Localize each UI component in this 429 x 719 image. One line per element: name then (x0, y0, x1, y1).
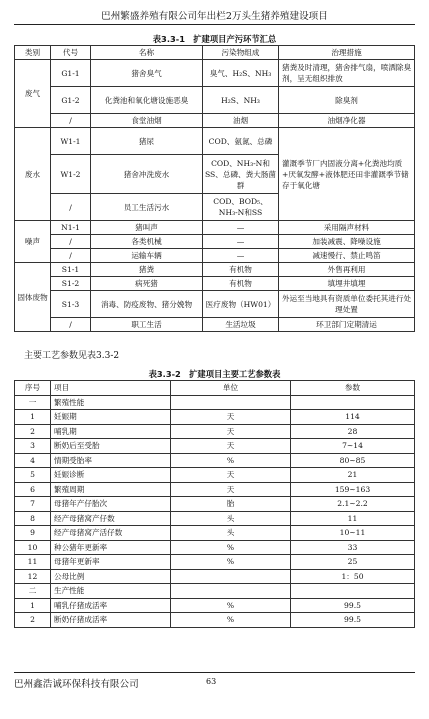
seq-cell: 7 (15, 497, 51, 512)
seq-cell: 1 (15, 598, 51, 613)
table-header-row (15, 381, 415, 396)
unit-cell: % (171, 555, 291, 570)
pollutant-cell: COD、NH₃-N和SS、总磷、粪大肠菌群 (203, 155, 279, 194)
item-cell: 公母比例 (51, 569, 171, 584)
footer-company: 巴州鑫浩诚环保科技有限公司 (14, 679, 139, 690)
name-cell: 化粪池和氧化塘设施恶臭 (91, 87, 203, 114)
document-page (14, 4, 415, 628)
code-cell: S1-1 (51, 263, 91, 277)
table-row (15, 526, 415, 541)
table-row (15, 221, 415, 235)
column-header: 参数 (291, 381, 415, 396)
table-row (15, 87, 415, 114)
item-cell: 经产母猪窝产活仔数 (51, 526, 171, 541)
value-cell: 114 (291, 410, 415, 425)
code-cell: G1-2 (51, 87, 91, 114)
measure-cell: 除臭剂 (279, 87, 415, 114)
seq-cell: 一 (15, 395, 51, 410)
table-row (15, 613, 415, 628)
table-row (15, 277, 415, 291)
column-header: 污染物组成 (203, 46, 279, 60)
table2-caption: 表3.3-2 扩建项目主要工艺参数表 (148, 369, 281, 379)
name-cell: 猪舍冲洗废水 (91, 155, 203, 194)
code-cell: / (51, 249, 91, 263)
table-row (15, 453, 415, 468)
unit-cell: 天 (171, 439, 291, 454)
name-cell: 员工生活污水 (91, 194, 203, 221)
value-cell: 99.5 (291, 613, 415, 628)
name-cell: 各类机械 (91, 235, 203, 249)
value-cell: 25 (291, 555, 415, 570)
item-cell: 母猪年产仔胎次 (51, 497, 171, 512)
name-cell: 猪尿 (91, 128, 203, 155)
value-cell: 1：50 (291, 569, 415, 584)
table-row (15, 263, 415, 277)
name-cell: 猪叫声 (91, 221, 203, 235)
unit-cell: 天 (171, 482, 291, 497)
pollutant-cell: 生活垃圾 (203, 318, 279, 332)
code-cell: S1-3 (51, 291, 91, 318)
unit-cell: % (171, 453, 291, 468)
table-row (15, 424, 415, 439)
item-cell: 哺乳仔猪成活率 (51, 598, 171, 613)
column-header: 代号 (51, 46, 91, 60)
category-cell: 噪声 (15, 221, 51, 263)
measure-cell: 环卫部门定期清运 (279, 318, 415, 332)
code-cell: / (51, 114, 91, 128)
code-cell: / (51, 194, 91, 221)
measure-cell: 填埋井填埋 (279, 277, 415, 291)
table-row (15, 468, 415, 483)
item-cell: 母猪年更新率 (51, 555, 171, 570)
seq-cell: 12 (15, 569, 51, 584)
table-row (15, 249, 415, 263)
table-row (15, 569, 415, 584)
body-paragraph: 主要工艺参数见表3.3-2 (24, 351, 120, 361)
category-cell: 废气 (15, 60, 51, 128)
code-cell: W1-1 (51, 128, 91, 155)
pollutant-cell: 有机物 (203, 263, 279, 277)
name-cell: 猪粪 (91, 263, 203, 277)
unit-cell (171, 395, 291, 410)
unit-cell: 天 (171, 410, 291, 425)
unit-cell: % (171, 540, 291, 555)
seq-cell: 4 (15, 453, 51, 468)
table-row (15, 555, 415, 570)
value-cell: 28 (291, 424, 415, 439)
pollutant-cell: — (203, 249, 279, 263)
value-cell: 11 (291, 511, 415, 526)
pollutant-cell: 医疗废物（HW01） (203, 291, 279, 318)
item-cell: 断奶后至受胎 (51, 439, 171, 454)
column-header: 单位 (171, 381, 291, 396)
table1-caption: 表3.3-1 扩建项目产污环节汇总 (152, 34, 277, 44)
table-row (15, 114, 415, 128)
unit-cell: 天 (171, 424, 291, 439)
name-cell: 病死猪 (91, 277, 203, 291)
value-cell (291, 395, 415, 410)
table-row (15, 497, 415, 512)
seq-cell: 11 (15, 555, 51, 570)
table-row (15, 410, 415, 425)
measure-cell: 外运至当地具有资质单位委托其进行处理处置 (279, 291, 415, 318)
item-cell: 生产性能 (51, 584, 171, 599)
page-footer (14, 672, 415, 691)
unit-cell (171, 569, 291, 584)
measure-cell: 外售再利用 (279, 263, 415, 277)
code-cell: W1-2 (51, 155, 91, 194)
table-row (15, 598, 415, 613)
name-cell: 职工生活 (91, 318, 203, 332)
name-cell: 食堂油烟 (91, 114, 203, 128)
unit-cell: % (171, 598, 291, 613)
running-header: 巴州繁盛养殖有限公司年出栏2万头生猪养殖建设项目 (14, 4, 415, 25)
value-cell: 7~14 (291, 439, 415, 454)
column-header: 类别 (15, 46, 51, 60)
table-row (15, 60, 415, 87)
table-row (15, 235, 415, 249)
seq-cell: 2 (15, 613, 51, 628)
item-cell: 经产母猪窝产仔数 (51, 511, 171, 526)
name-cell: 消毒、防疫废物、猪分娩物 (91, 291, 203, 318)
table-row (15, 439, 415, 454)
value-cell: 99.5 (291, 598, 415, 613)
table-row (15, 584, 415, 599)
value-cell: 21 (291, 468, 415, 483)
pollution-summary-table (14, 45, 415, 332)
pollutant-cell: — (203, 221, 279, 235)
value-cell: 80~85 (291, 453, 415, 468)
pollutant-cell: H₂S、NH₃ (203, 87, 279, 114)
name-cell: 猪舍臭气 (91, 60, 203, 87)
pollutant-cell: 臭气、H₂S、NH₃ (203, 60, 279, 87)
unit-cell: 头 (171, 526, 291, 541)
measure-cell: 灌溉季节厂内固液分离+化粪池均质+厌氧发酵+液体肥还田非灌溉季节储存于氧化塘 (279, 128, 415, 221)
table-row (15, 318, 415, 332)
category-cell: 废水 (15, 128, 51, 221)
measure-cell: 油烟净化器 (279, 114, 415, 128)
pollutant-cell: COD、BOD₅、NH₃-N和SS (203, 194, 279, 221)
table-row (15, 482, 415, 497)
value-cell (291, 584, 415, 599)
seq-cell: 8 (15, 511, 51, 526)
pollutant-cell: 有机物 (203, 277, 279, 291)
seq-cell: 1 (15, 410, 51, 425)
code-cell: N1-1 (51, 221, 91, 235)
unit-cell: 胎 (171, 497, 291, 512)
seq-cell: 10 (15, 540, 51, 555)
value-cell: 2.1~2.2 (291, 497, 415, 512)
table-row (15, 395, 415, 410)
process-parameter-table (14, 380, 415, 628)
seq-cell: 9 (15, 526, 51, 541)
unit-cell (171, 584, 291, 599)
item-cell: 妊娠诊断 (51, 468, 171, 483)
item-cell: 繁殖性能 (51, 395, 171, 410)
code-cell: / (51, 235, 91, 249)
table-row (15, 511, 415, 526)
unit-cell: 天 (171, 468, 291, 483)
item-cell: 哺乳期 (51, 424, 171, 439)
item-cell: 断奶仔猪成活率 (51, 613, 171, 628)
measure-cell: 采用隔声材料 (279, 221, 415, 235)
column-header: 序号 (15, 381, 51, 396)
measure-cell: 猪粪及时清理，猪舍排气扇，喷洒除臭剂，呈无组织排放 (279, 60, 415, 87)
seq-cell: 3 (15, 439, 51, 454)
item-cell: 种公猪年更新率 (51, 540, 171, 555)
table-row (15, 128, 415, 155)
table-row (15, 291, 415, 318)
measure-cell: 加装减震、降噪设施 (279, 235, 415, 249)
value-cell: 10~11 (291, 526, 415, 541)
table-row (15, 540, 415, 555)
table-header-row (15, 46, 415, 60)
category-cell: 固体废物 (15, 263, 51, 332)
code-cell: / (51, 318, 91, 332)
unit-cell: 头 (171, 511, 291, 526)
value-cell: 159~163 (291, 482, 415, 497)
column-header: 治理措施 (279, 46, 415, 60)
value-cell: 33 (291, 540, 415, 555)
page-number: 63 (206, 677, 217, 686)
unit-cell: % (171, 613, 291, 628)
seq-cell: 二 (15, 584, 51, 599)
item-cell: 妊娠期 (51, 410, 171, 425)
column-header: 名称 (91, 46, 203, 60)
item-cell: 繁殖周期 (51, 482, 171, 497)
item-cell: 情期受胎率 (51, 453, 171, 468)
code-cell: S1-2 (51, 277, 91, 291)
seq-cell: 6 (15, 482, 51, 497)
measure-cell: 减速慢行、禁止鸣笛 (279, 249, 415, 263)
name-cell: 运输车辆 (91, 249, 203, 263)
column-header: 项目 (51, 381, 171, 396)
pollutant-cell: COD、氨氮、总磷 (203, 128, 279, 155)
code-cell: G1-1 (51, 60, 91, 87)
seq-cell: 2 (15, 424, 51, 439)
pollutant-cell: — (203, 235, 279, 249)
pollutant-cell: 油烟 (203, 114, 279, 128)
seq-cell: 5 (15, 468, 51, 483)
